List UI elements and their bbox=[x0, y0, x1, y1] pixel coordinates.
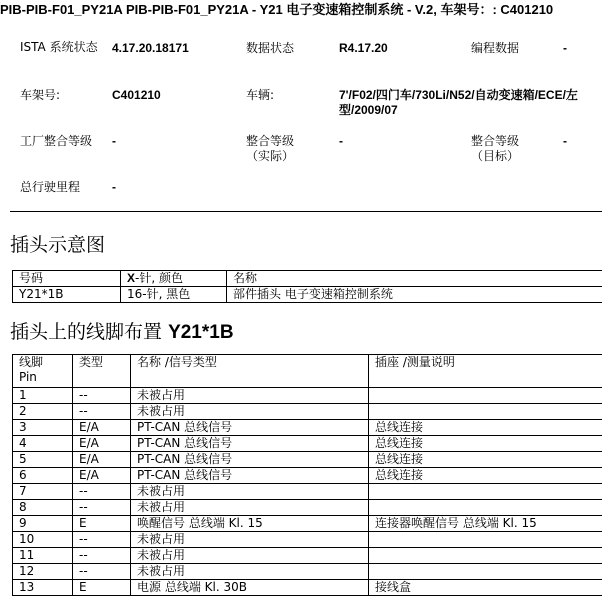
connector-table bbox=[12, 270, 602, 303]
pin-table bbox=[12, 354, 602, 596]
vin-label: 车架号: bbox=[20, 88, 61, 102]
target-level-value: - bbox=[563, 134, 567, 148]
pin-signal: 唤醒信号 总线端 Kl. 15 bbox=[131, 516, 369, 532]
vehicle-value: 7'/F02/四门车/730Li/N52/自动变速箱/ECE/左型/2009/07 bbox=[339, 88, 578, 117]
table-row bbox=[13, 532, 602, 548]
pins-title-prefix: 插头上的线脚布置 bbox=[10, 321, 163, 343]
pin-type: -- bbox=[73, 564, 131, 580]
ista-value: 4.17.20.18171 bbox=[112, 41, 189, 55]
pin-signal: 未被占用 bbox=[131, 484, 369, 500]
programming-value: - bbox=[563, 41, 567, 55]
table-row bbox=[13, 500, 602, 516]
table-row bbox=[13, 564, 602, 580]
programming-label: 编程数据 bbox=[471, 41, 520, 55]
pin-type: -- bbox=[73, 532, 131, 548]
pin-signal: 未被占用 bbox=[131, 388, 369, 404]
pin-number: 12 bbox=[13, 564, 73, 580]
pin-number: 6 bbox=[13, 468, 73, 484]
data-status-value: R4.17.20 bbox=[339, 41, 388, 55]
pin-number: 3 bbox=[13, 420, 73, 436]
pin-socket bbox=[369, 500, 602, 516]
table-row bbox=[13, 468, 602, 484]
pin-number: 1 bbox=[13, 388, 73, 404]
connector-section-title: 插头示意图 bbox=[10, 234, 106, 256]
pin-socket: 总线连接 bbox=[369, 420, 602, 436]
pin-number: 13 bbox=[13, 580, 73, 596]
pin-socket: 总线连接 bbox=[369, 468, 602, 484]
pin-table-header bbox=[13, 355, 602, 388]
connector-number: Y21*1B bbox=[13, 287, 121, 303]
pin-number: 9 bbox=[13, 516, 73, 532]
actual-level-label: 整合等级（实际） bbox=[246, 134, 295, 163]
table-row bbox=[13, 484, 602, 500]
col-header-socket: 插座 /测量说明 bbox=[369, 355, 602, 388]
connector-pins-color: 16-针, 黑色 bbox=[121, 287, 227, 303]
pin-number: 2 bbox=[13, 404, 73, 420]
pin-socket: 接线盒 bbox=[369, 580, 602, 596]
pin-type: E/A bbox=[73, 468, 131, 484]
table-row bbox=[13, 436, 602, 452]
pin-socket bbox=[369, 548, 602, 564]
document-header: PIB-PIB-F01_PY21A PIB-PIB-F01_PY21A - Y21 电子变速箱控制系统 - V.2, 车架号：: C401210 bbox=[0, 2, 554, 17]
col-header-signal: 名称 /信号类型 bbox=[131, 355, 369, 388]
table-row bbox=[13, 404, 602, 420]
pin-signal: PT-CAN 总线信号 bbox=[131, 468, 369, 484]
pin-signal: 未被占用 bbox=[131, 532, 369, 548]
pin-signal: PT-CAN 总线信号 bbox=[131, 452, 369, 468]
connector-table-header bbox=[13, 271, 602, 287]
col-header-pin: 线脚 Pin bbox=[13, 355, 73, 388]
vehicle-label: 车辆: bbox=[246, 88, 275, 102]
pin-signal: 未被占用 bbox=[131, 548, 369, 564]
pin-type: -- bbox=[73, 404, 131, 420]
pin-signal: PT-CAN 总线信号 bbox=[131, 436, 369, 452]
pins-section-title bbox=[10, 320, 234, 345]
mileage-label: 总行驶里程 bbox=[20, 180, 81, 194]
pin-type: -- bbox=[73, 388, 131, 404]
factory-level-label: 工厂整合等级 bbox=[20, 134, 93, 148]
pin-number: 10 bbox=[13, 532, 73, 548]
section-divider bbox=[10, 211, 602, 212]
col-header-name: 名称 bbox=[227, 271, 602, 287]
table-row bbox=[13, 548, 602, 564]
pin-type: E/A bbox=[73, 420, 131, 436]
pin-type: E/A bbox=[73, 436, 131, 452]
connector-name: 部件插头 电子变速箱控制系统 bbox=[227, 287, 602, 303]
pin-signal: 未被占用 bbox=[131, 404, 369, 420]
pin-signal: 未被占用 bbox=[131, 564, 369, 580]
pin-signal: 未被占用 bbox=[131, 500, 369, 516]
pin-signal: 电源 总线端 Kl. 30B bbox=[131, 580, 369, 596]
pins-title-code: Y21*1B bbox=[168, 322, 234, 343]
pin-type: -- bbox=[73, 484, 131, 500]
mileage-value: - bbox=[112, 180, 116, 194]
pin-type: E bbox=[73, 580, 131, 596]
pin-number: 8 bbox=[13, 500, 73, 516]
table-row bbox=[13, 420, 602, 436]
table-row bbox=[13, 388, 602, 404]
actual-level-value: - bbox=[339, 134, 343, 148]
pin-number: 4 bbox=[13, 436, 73, 452]
connector-table-row bbox=[13, 287, 602, 303]
vin-value: C401210 bbox=[112, 88, 161, 102]
table-row bbox=[13, 516, 602, 532]
pin-type: E bbox=[73, 516, 131, 532]
table-row bbox=[13, 580, 602, 596]
pin-socket bbox=[369, 564, 602, 580]
pin-socket bbox=[369, 404, 602, 420]
pin-socket bbox=[369, 532, 602, 548]
pin-number: 5 bbox=[13, 452, 73, 468]
pin-socket bbox=[369, 484, 602, 500]
col-header-type: 类型 bbox=[73, 355, 131, 388]
pin-number: 7 bbox=[13, 484, 73, 500]
col-header-number: 号码 bbox=[13, 271, 121, 287]
pin-number: 11 bbox=[13, 548, 73, 564]
pin-socket bbox=[369, 388, 602, 404]
pin-socket: 总线连接 bbox=[369, 436, 602, 452]
pin-type: -- bbox=[73, 500, 131, 516]
pin-socket: 连接器唤醒信号 总线端 Kl. 15 bbox=[369, 516, 602, 532]
pin-socket: 总线连接 bbox=[369, 452, 602, 468]
target-level-label: 整合等级（目标） bbox=[471, 134, 520, 163]
factory-level-value: - bbox=[112, 134, 116, 148]
pin-signal: PT-CAN 总线信号 bbox=[131, 420, 369, 436]
pin-type: -- bbox=[73, 548, 131, 564]
col-header-pins-color: X-针, 颜色 bbox=[121, 271, 227, 287]
ista-label: ISTA 系统状态 bbox=[20, 40, 98, 54]
data-status-label: 数据状态 bbox=[246, 41, 295, 55]
pin-type: E/A bbox=[73, 452, 131, 468]
table-row bbox=[13, 452, 602, 468]
